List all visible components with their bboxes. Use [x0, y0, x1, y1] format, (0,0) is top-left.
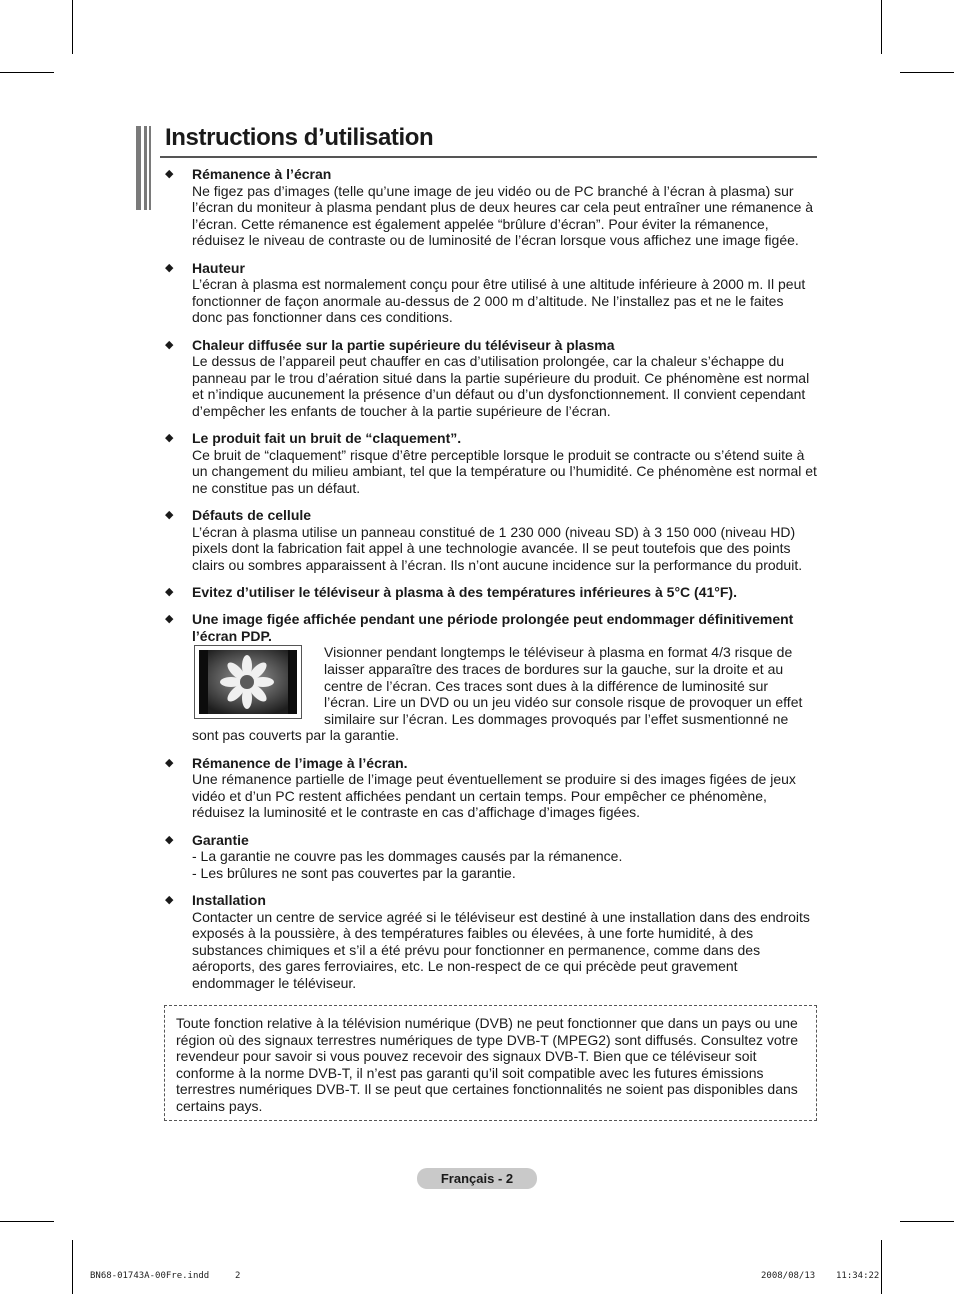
item-text: Contacter un centre de service agréé si le téléviseur est destiné à une installation dans des endroits exposés à la poussière, à des températures faibles ou élevées, à une forte humidité, à des substances chimiques et s’il a été prévu pour fonctionner en permanence, comme dans des aéroports, des gares ferroviaires, etc. Le non-respect de ce qui précède peut gravement endommager le téléviseur.: [192, 908, 810, 991]
list-item: [165, 166, 817, 249]
diamond-bullet-icon: ◆: [165, 613, 174, 626]
list-item: [165, 507, 817, 573]
diamond-bullet-icon: ◆: [165, 261, 174, 274]
item-text: Le dessus de l’appareil peut chauffer en cas d’utilisation prolongée, car la chaleur s’échappe du panneau par le trou d’aération situé dans la partie supérieure du produit. Ce phénomène est normal et n’indique aucunement la présence d’un défaut ou d’un dysfonctionnement. Il convient cependant d’empêcher les enfants de toucher à la partie supérieure de l’écran.: [192, 353, 810, 419]
item-title: Garantie: [192, 831, 249, 848]
list-item: [165, 584, 817, 601]
diamond-bullet-icon: ◆: [165, 833, 174, 846]
item-title: Evitez d’utiliser le téléviseur à plasma à des températures inférieures à 5°C (41°F).: [192, 584, 737, 601]
item-title: Rémanence de l’image à l’écran.: [192, 754, 408, 771]
list-item: [165, 892, 817, 992]
item-title: Installation: [192, 891, 266, 908]
item-title: Chaleur diffusée sur la partie supérieure du téléviseur à plasma: [192, 336, 615, 353]
list-item: [165, 832, 817, 882]
item-text: Ne figez pas d’images (telle qu’une image de jeu vidéo ou de PC branché à l’écran à plasma) sur l’écran du moniteur à plasma pendant plus de deux heures car cela peut entraîner une rémanence à l’écran. Cette rémanence est également appelée “brûlure d’écran”. Pour éviter la rémanence, réduisez le niveau de contraste ou de luminosité de l’écran lorsque vous affichez une image figée.: [192, 182, 814, 249]
notice-text: Toute fonction relative à la télévision numérique (DVB) ne peut fonctionner que dans un pays ou une région où des signaux terrestres numériques de type DVB-T (MPEG2) sont diffusés. Consultez votre revendeur pour savoir si vous pouvez recevoir des signaux DVB-T. Bien que ce téléviseur soit conforme à la norme DVB-T, il n’est pas garanti qu’il soit compatible avec les futures émissions terrestres numériques DVB-T. Il se peut que certaines fonctionnalités ne soient pas disponibles dans certains pays.: [176, 1015, 799, 1114]
diamond-bullet-icon: ◆: [165, 756, 174, 769]
crop-mark: [72, 0, 73, 54]
item-title: Une image figée affichée pendant une période prolongée peut endommager définitivement l’écran PDP.: [192, 611, 794, 644]
crop-mark: [881, 0, 882, 54]
item-title: Rémanence à l’écran: [192, 166, 332, 182]
dvb-notice-box: [164, 1005, 817, 1121]
item-text-line: - Les brûlures ne sont pas couvertes par la garantie.: [192, 864, 516, 881]
print-file-name: BN68-01743A-00Fre.indd: [90, 1271, 210, 1281]
item-text: Ce bruit de “claquement” risque d’être perceptible lorsque le produit se contracte ou s’étend suite à un changement du milieu ambiant, tel que la température ou l’humidité. Ce phénomène est normal et ne constitue pas un défaut.: [192, 446, 817, 496]
diamond-bullet-icon: ◆: [165, 432, 174, 445]
title-decoration: [136, 126, 152, 210]
list-item: [165, 260, 817, 326]
page-number-badge: Français - 2: [417, 1168, 537, 1189]
diamond-bullet-icon: ◆: [165, 509, 174, 522]
diamond-bullet-icon: ◆: [165, 586, 174, 599]
item-title: Défauts de cellule: [192, 507, 312, 524]
item-text: L’écran à plasma est normalement conçu pour être utilisé à une altitude inférieure à 2000 m. Il peut fonctionner de façon anormale au-dessus de 2 000 m d’altitude. Ne l’installez pas et ne le faites donc pas fonctionner dans ces conditions.: [192, 276, 806, 326]
diamond-bullet-icon: ◆: [165, 893, 174, 906]
diamond-bullet-icon: ◆: [165, 338, 174, 351]
item-text: L’écran à plasma utilise un panneau constitué de 1 230 000 (niveau SD) à 3 150 000 (niveau HD) pixels dont la fabrication fait appel à une technologie avancée. Il se peut toutefois que des points clairs ou sombres apparaissent à l’écran. Ils n’ont aucune incidence sur la performance du produit.: [192, 523, 803, 573]
diamond-bullet-icon: ◆: [165, 168, 174, 180]
print-date: 2008/08/13: [761, 1271, 816, 1281]
crop-mark: [0, 72, 54, 73]
print-time: 11:34:22: [836, 1271, 880, 1281]
list-item: [165, 430, 817, 496]
print-page-number: 2: [235, 1271, 241, 1281]
crop-mark: [881, 1240, 882, 1294]
title-rule: [160, 156, 817, 158]
list-item: [165, 337, 817, 420]
crop-mark: [72, 1240, 73, 1294]
item-title: Le produit fait un bruit de “claquement”.: [192, 430, 462, 447]
item-text: Visionner pendant longtemps le téléviseur à plasma en format 4/3 risque de laisser apparaître des traces de bordures sur la gauche, sur la droite et au centre de l’écran. Ces traces sont dues à la différence de luminosité sur l’écran. Lire un DVD ou un jeu vidéo sur console risque de provoquer un effet similaire sur l’écran. Les dommages provoqués par l’effet susmentionné ne sont pas couverts par la garantie.: [192, 644, 803, 744]
item-text-line: - La garantie ne couvre pas les dommages causés par la rémanence.: [192, 848, 623, 865]
crop-mark: [900, 72, 954, 73]
instructions-list: [165, 166, 817, 1002]
list-item: [165, 755, 817, 821]
page-title: Instructions d’utilisation: [165, 124, 434, 151]
image-with-text: [192, 644, 817, 744]
list-item: [165, 611, 817, 744]
crop-mark: [900, 1221, 954, 1222]
tv-flower-image-icon: [194, 645, 302, 719]
item-text: Une rémanence partielle de l’image peut éventuellement se produire si des images figées de jeux vidéo et d’un PC restent affichées pendant un certain temps. Pour empêcher ce phénomène, réduisez la luminosité et le contraste en cas d’affichage d’images figées.: [192, 771, 796, 821]
crop-mark: [0, 1221, 54, 1222]
item-title: Hauteur: [192, 259, 245, 276]
